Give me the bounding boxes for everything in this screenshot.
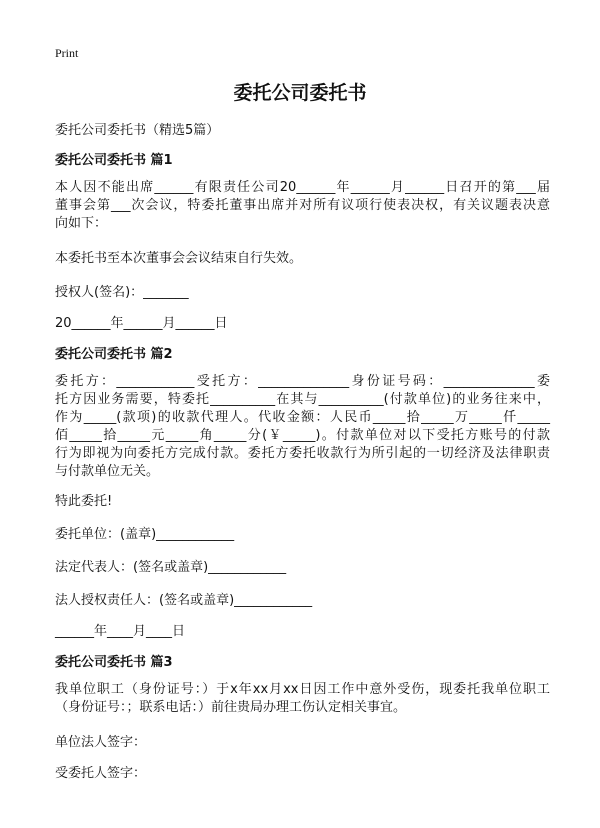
subtitle: 委托公司委托书（精选5篇）	[55, 123, 220, 138]
section-2-legal-rep: 法定代表人：(签名或盖章)____________	[55, 560, 287, 575]
section-2-paragraph	[55, 373, 550, 481]
text-line: （身份证号：；联系电话：）前往贵局办理工伤认定相关事宜。	[55, 700, 407, 715]
text-line: 行为即视为向委托方完成付款。委托方委托收款行为所引起的一切经济及法律职责	[55, 446, 550, 461]
section-3-paragraph	[55, 681, 550, 717]
section-1-date: 20______年______月______日	[55, 316, 228, 331]
text-line: 托方因业务需要，特委托__________在其与__________(付款单位)的业务往来中，	[55, 392, 550, 407]
text-line: 作为_____(款项)的收款代理人。代收金额：人民币_____拾_____万_____仟_____	[55, 410, 550, 425]
section-1-signature: 授权人(签名)：_______	[55, 285, 189, 300]
section-2-date: ______年____月____日	[55, 624, 186, 639]
text-line: 我单位职工（身份证号：）于x年xx月xx日因工作中意外受伤，现委托我单位职工	[55, 682, 550, 697]
section-3-heading: 委托公司委托书 篇3	[55, 655, 173, 670]
text-line: 委托方：____________受托方：______________身份证号码：______________委	[55, 374, 550, 389]
section-3-legal-sign: 单位法人签字：	[55, 735, 147, 750]
print-link[interactable]: Print	[55, 46, 79, 60]
text-line: 向如下：	[55, 216, 108, 231]
section-1-paragraph	[55, 179, 550, 233]
text-line: 佰_____拾_____元_____角_____分(￥_____)。付款单位对以下受托方账号的付款	[55, 428, 550, 443]
section-3-agent-sign: 受委托人签字：	[55, 766, 147, 781]
section-1-validity: 本委托书至本次董事会会议结束自行失效。	[55, 251, 303, 266]
section-1-heading: 委托公司委托书 篇1	[55, 153, 173, 168]
text-line: 与付款单位无关。	[55, 464, 160, 479]
page-title: 委托公司委托书	[233, 82, 367, 104]
section-2-closing: 特此委托!	[55, 494, 113, 509]
text-line: 本人因不能出席______有限责任公司20______年______月______日召开的第___届	[55, 180, 550, 195]
section-2-authorized: 法人授权责任人：(签名或盖章)____________	[55, 593, 313, 608]
text-line: 董事会第___次会议，特委托董事出席并对所有议项行使表决权，有关议题表决意	[55, 198, 550, 213]
section-2-unit: 委托单位：(盖章)____________	[55, 527, 235, 542]
section-2-heading: 委托公司委托书 篇2	[55, 347, 173, 362]
